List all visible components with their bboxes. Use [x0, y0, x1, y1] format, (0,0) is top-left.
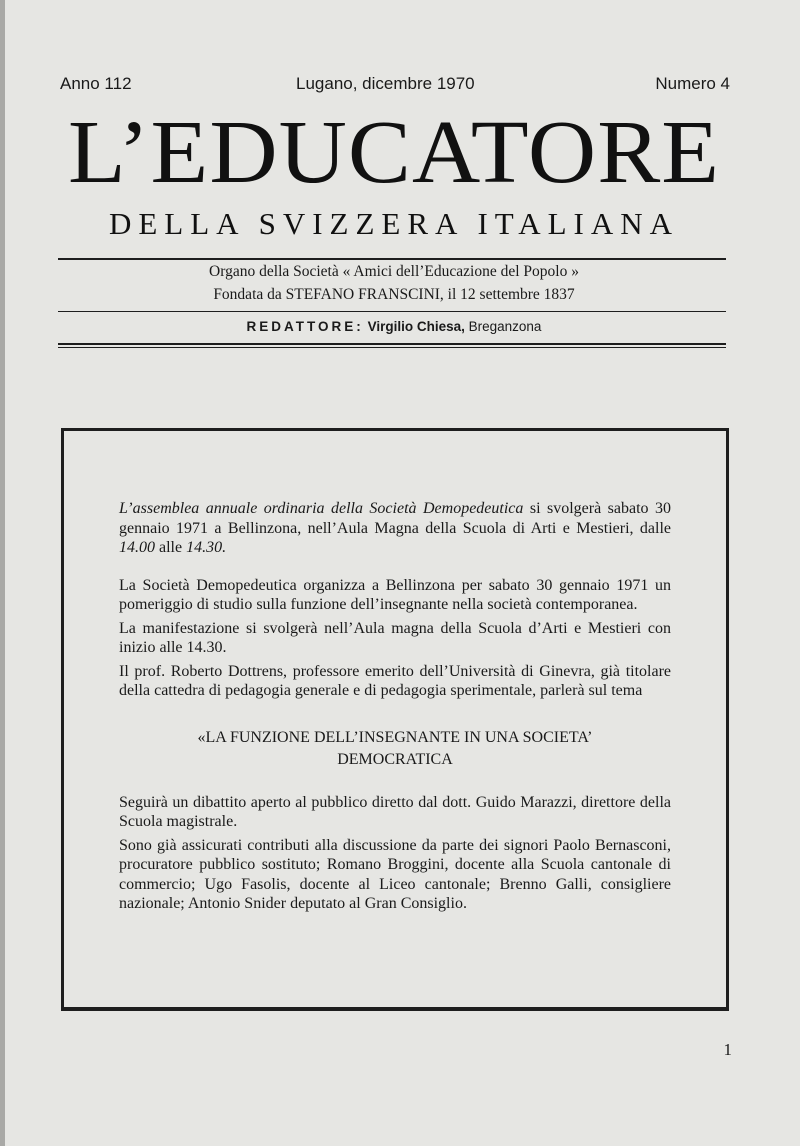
editor-place: Breganzona: [468, 319, 542, 334]
notice-text: [119, 499, 671, 918]
issue-year: Anno 112: [60, 74, 132, 93]
divider-rule: [58, 258, 726, 260]
notice-paragraph: L’assemblea annuale ordinaria della Società Demopedeutica si svolgerà sabato 30 gennaio 1971 a Bellinzona, nell’Aula Magna della Scuola di Arti e Mestieri, dalle 14.00 alle 14.30.: [119, 500, 672, 556]
organ-line-2: Fondata da STEFANO FRANSCINI, il 12 settembre 1837: [213, 286, 575, 303]
divider-rule: [58, 347, 726, 348]
editor-label: REDATTORE:: [246, 319, 364, 334]
masthead-subtitle: DELLA SVIZZERA ITALIANA: [108, 206, 680, 241]
notice-box: [61, 428, 729, 1011]
notice-paragraph: Sono già assicurati contributi alla discussione da parte dei signori Paolo Bernasconi, procuratore pubblico sostituto; Romano Broggini, docente alla Scuola cantonale di commercio; Ugo Fasolis, docente al Liceo cantonale; Brenno Galli, consigliere nazionale; Antonio Snider deputato al Gran Consiglio.: [119, 836, 671, 912]
divider-rule: [58, 311, 726, 312]
notice-paragraph: La Società Demopedeutica organizza a Bellinzona per sabato 30 gennaio 1971 un pomeriggio di studio sulla funzione dell’insegnante nella società contemporanea.: [119, 576, 671, 613]
issue-place-date: Lugano, dicembre 1970: [296, 74, 475, 93]
page-edge: [0, 0, 5, 1146]
divider-rule: [58, 343, 726, 345]
masthead-title: L’EDUCATORE: [67, 103, 721, 202]
editor-line: [58, 319, 730, 334]
issue-number: Numero 4: [655, 74, 730, 93]
organ-line-1: Organo della Società « Amici dell’Educazione del Popolo »: [209, 263, 579, 280]
editor-name: Virgilio Chiesa,: [367, 319, 465, 334]
notice-paragraph: La manifestazione si svolgerà nell’Aula magna della Scuola d’Arti e Mestieri con inizio alle 14.30.: [119, 619, 671, 656]
notice-paragraph: Il prof. Roberto Dottrens, professore emerito dell’Università di Ginevra, già titolare della cattedra di pedagogia generale e di pedagogia sperimentale, parlerà sul tema: [119, 662, 671, 699]
notice-paragraph: Seguirà un dibattito aperto al pubblico diretto dal dott. Guido Marazzi, direttore della Scuola magistrale.: [119, 793, 671, 830]
lecture-theme: «LA FUNZIONE DELL’INSEGNANTE IN UNA SOCIETA’ DEMOCRATICA: [197, 728, 593, 768]
page-number: 1: [723, 1040, 732, 1059]
